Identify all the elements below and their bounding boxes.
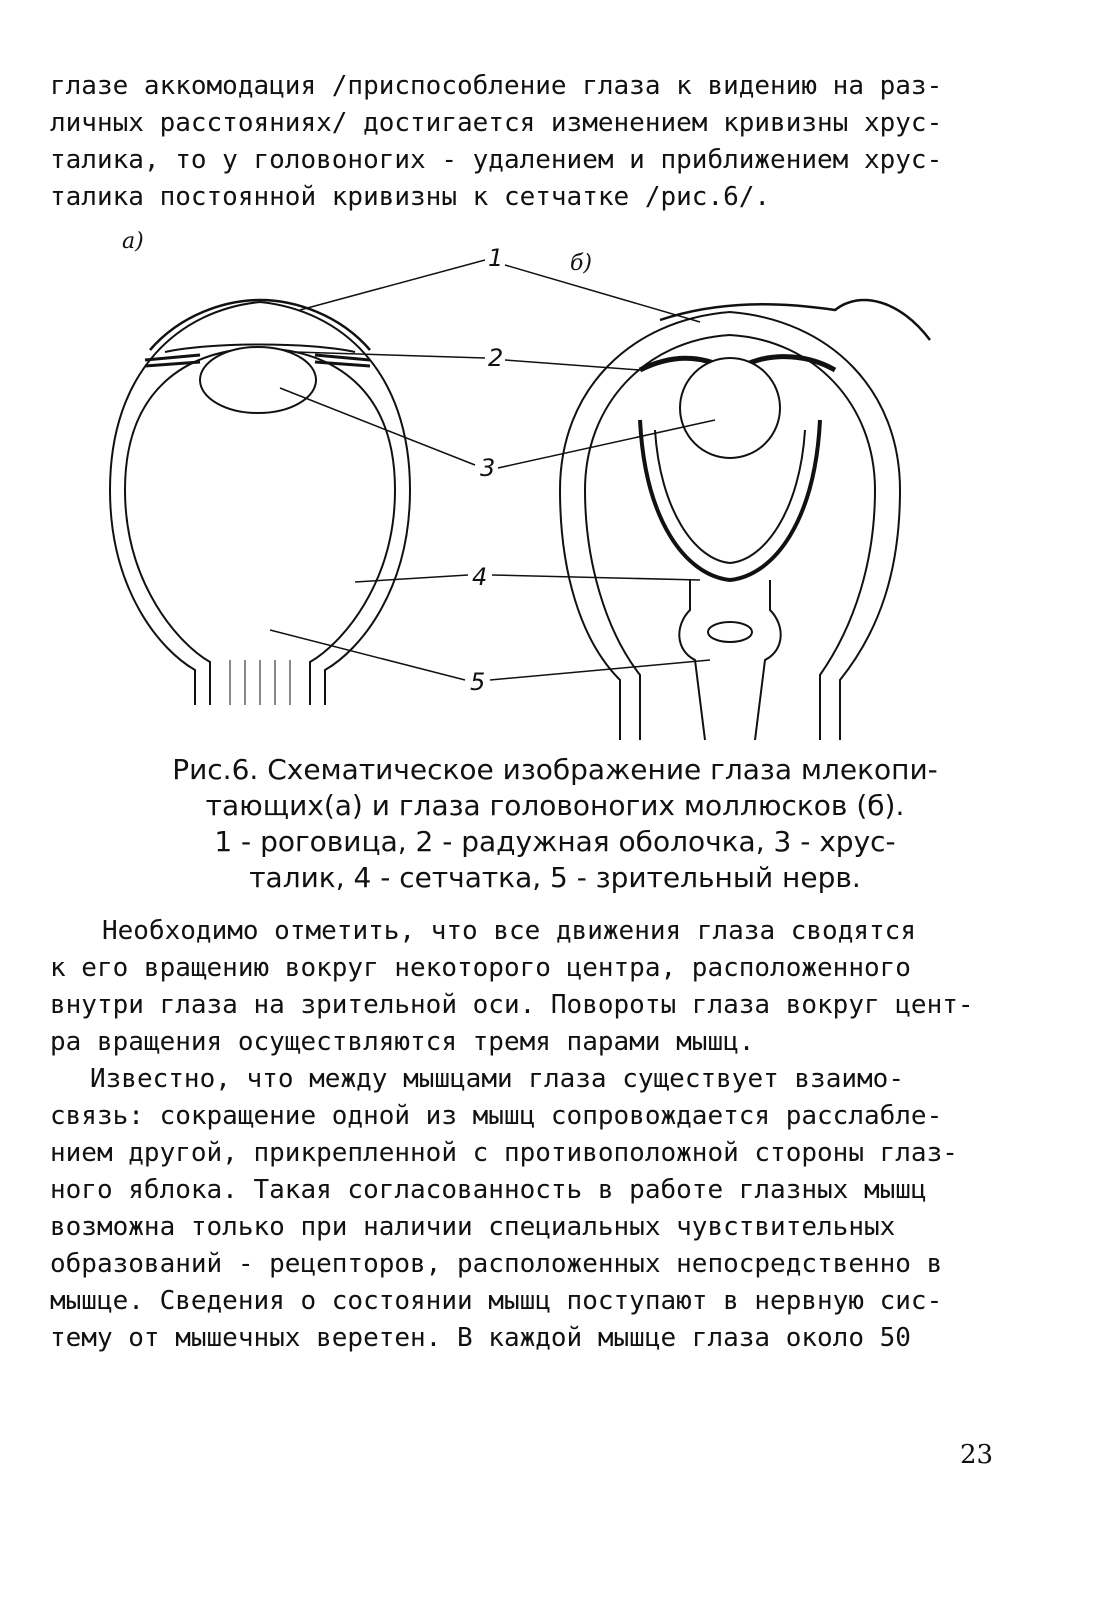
paragraph-1 xyxy=(50,913,1040,1061)
text-line: образований - рецепторов, расположенных непосредственно в xyxy=(50,1249,943,1279)
caption-line: Рис.6. Схематическое изображение глаза млекопи- xyxy=(172,753,938,786)
text-line: Известно, что между мышцами глаза существует взаимо- xyxy=(90,1064,904,1094)
callout-3: 3 xyxy=(480,454,496,482)
mammal-eye-illustration xyxy=(110,300,410,705)
text-line: к его вращению вокруг некоторого центра, расположенного xyxy=(50,953,911,983)
intro-paragraph xyxy=(50,68,1040,216)
text-line: Необходимо отметить, что все движения глаза сводятся xyxy=(102,916,916,946)
text-line: нием другой, прикрепленной с противоположной стороны глаз- xyxy=(50,1138,958,1168)
text-line: ра вращения осуществляются тремя парами мышц. xyxy=(50,1027,755,1057)
text-line: мышце. Сведения о состоянии мышц поступают в нервную сис- xyxy=(50,1286,943,1316)
text-line: внутри глаза на зрительной оси. Повороты глаза вокруг цент- xyxy=(50,990,974,1020)
caption-line: 1 - роговица, 2 - радужная оболочка, 3 - хрус- xyxy=(214,825,896,858)
text-line: личных расстояниях/ достигается изменением кривизны хрус- xyxy=(50,108,943,138)
text-line: связь: сокращение одной из мышц сопровождается расслабле- xyxy=(50,1101,943,1131)
caption-line: талик, 4 - сетчатка, 5 - зрительный нерв. xyxy=(249,861,861,894)
eye-diagram-figure xyxy=(100,230,950,750)
callout-4: 4 xyxy=(472,563,488,591)
panel-b-label: б) xyxy=(570,251,593,276)
caption-line: тающих(а) и глаза головоногих моллюсков (б). xyxy=(205,789,905,822)
page-number: 23 xyxy=(960,1440,994,1470)
panel-a-label: а) xyxy=(122,230,144,254)
cephalopod-eye-illustration xyxy=(560,300,930,740)
text-line: возможна только при наличии специальных чувствительных xyxy=(50,1212,896,1242)
callout-5: 5 xyxy=(470,668,486,696)
text-line: тему от мышечных веретен. В каждой мышце глаза около 50 xyxy=(50,1323,911,1353)
text-line: ного яблока. Такая согласованность в работе глазных мышц xyxy=(50,1175,927,1205)
callout-2: 2 xyxy=(488,344,504,372)
paragraph-2 xyxy=(50,1061,1040,1357)
callout-1: 1 xyxy=(488,244,504,272)
figure-caption xyxy=(130,752,980,896)
text-line: талика, то у головоногих - удалением и приближением хрус- xyxy=(50,145,943,175)
text-line: глазе аккомодация /приспособление глаза к видению на раз- xyxy=(50,71,943,101)
text-line: талика постоянной кривизны к сетчатке /рис.6/. xyxy=(50,182,771,212)
